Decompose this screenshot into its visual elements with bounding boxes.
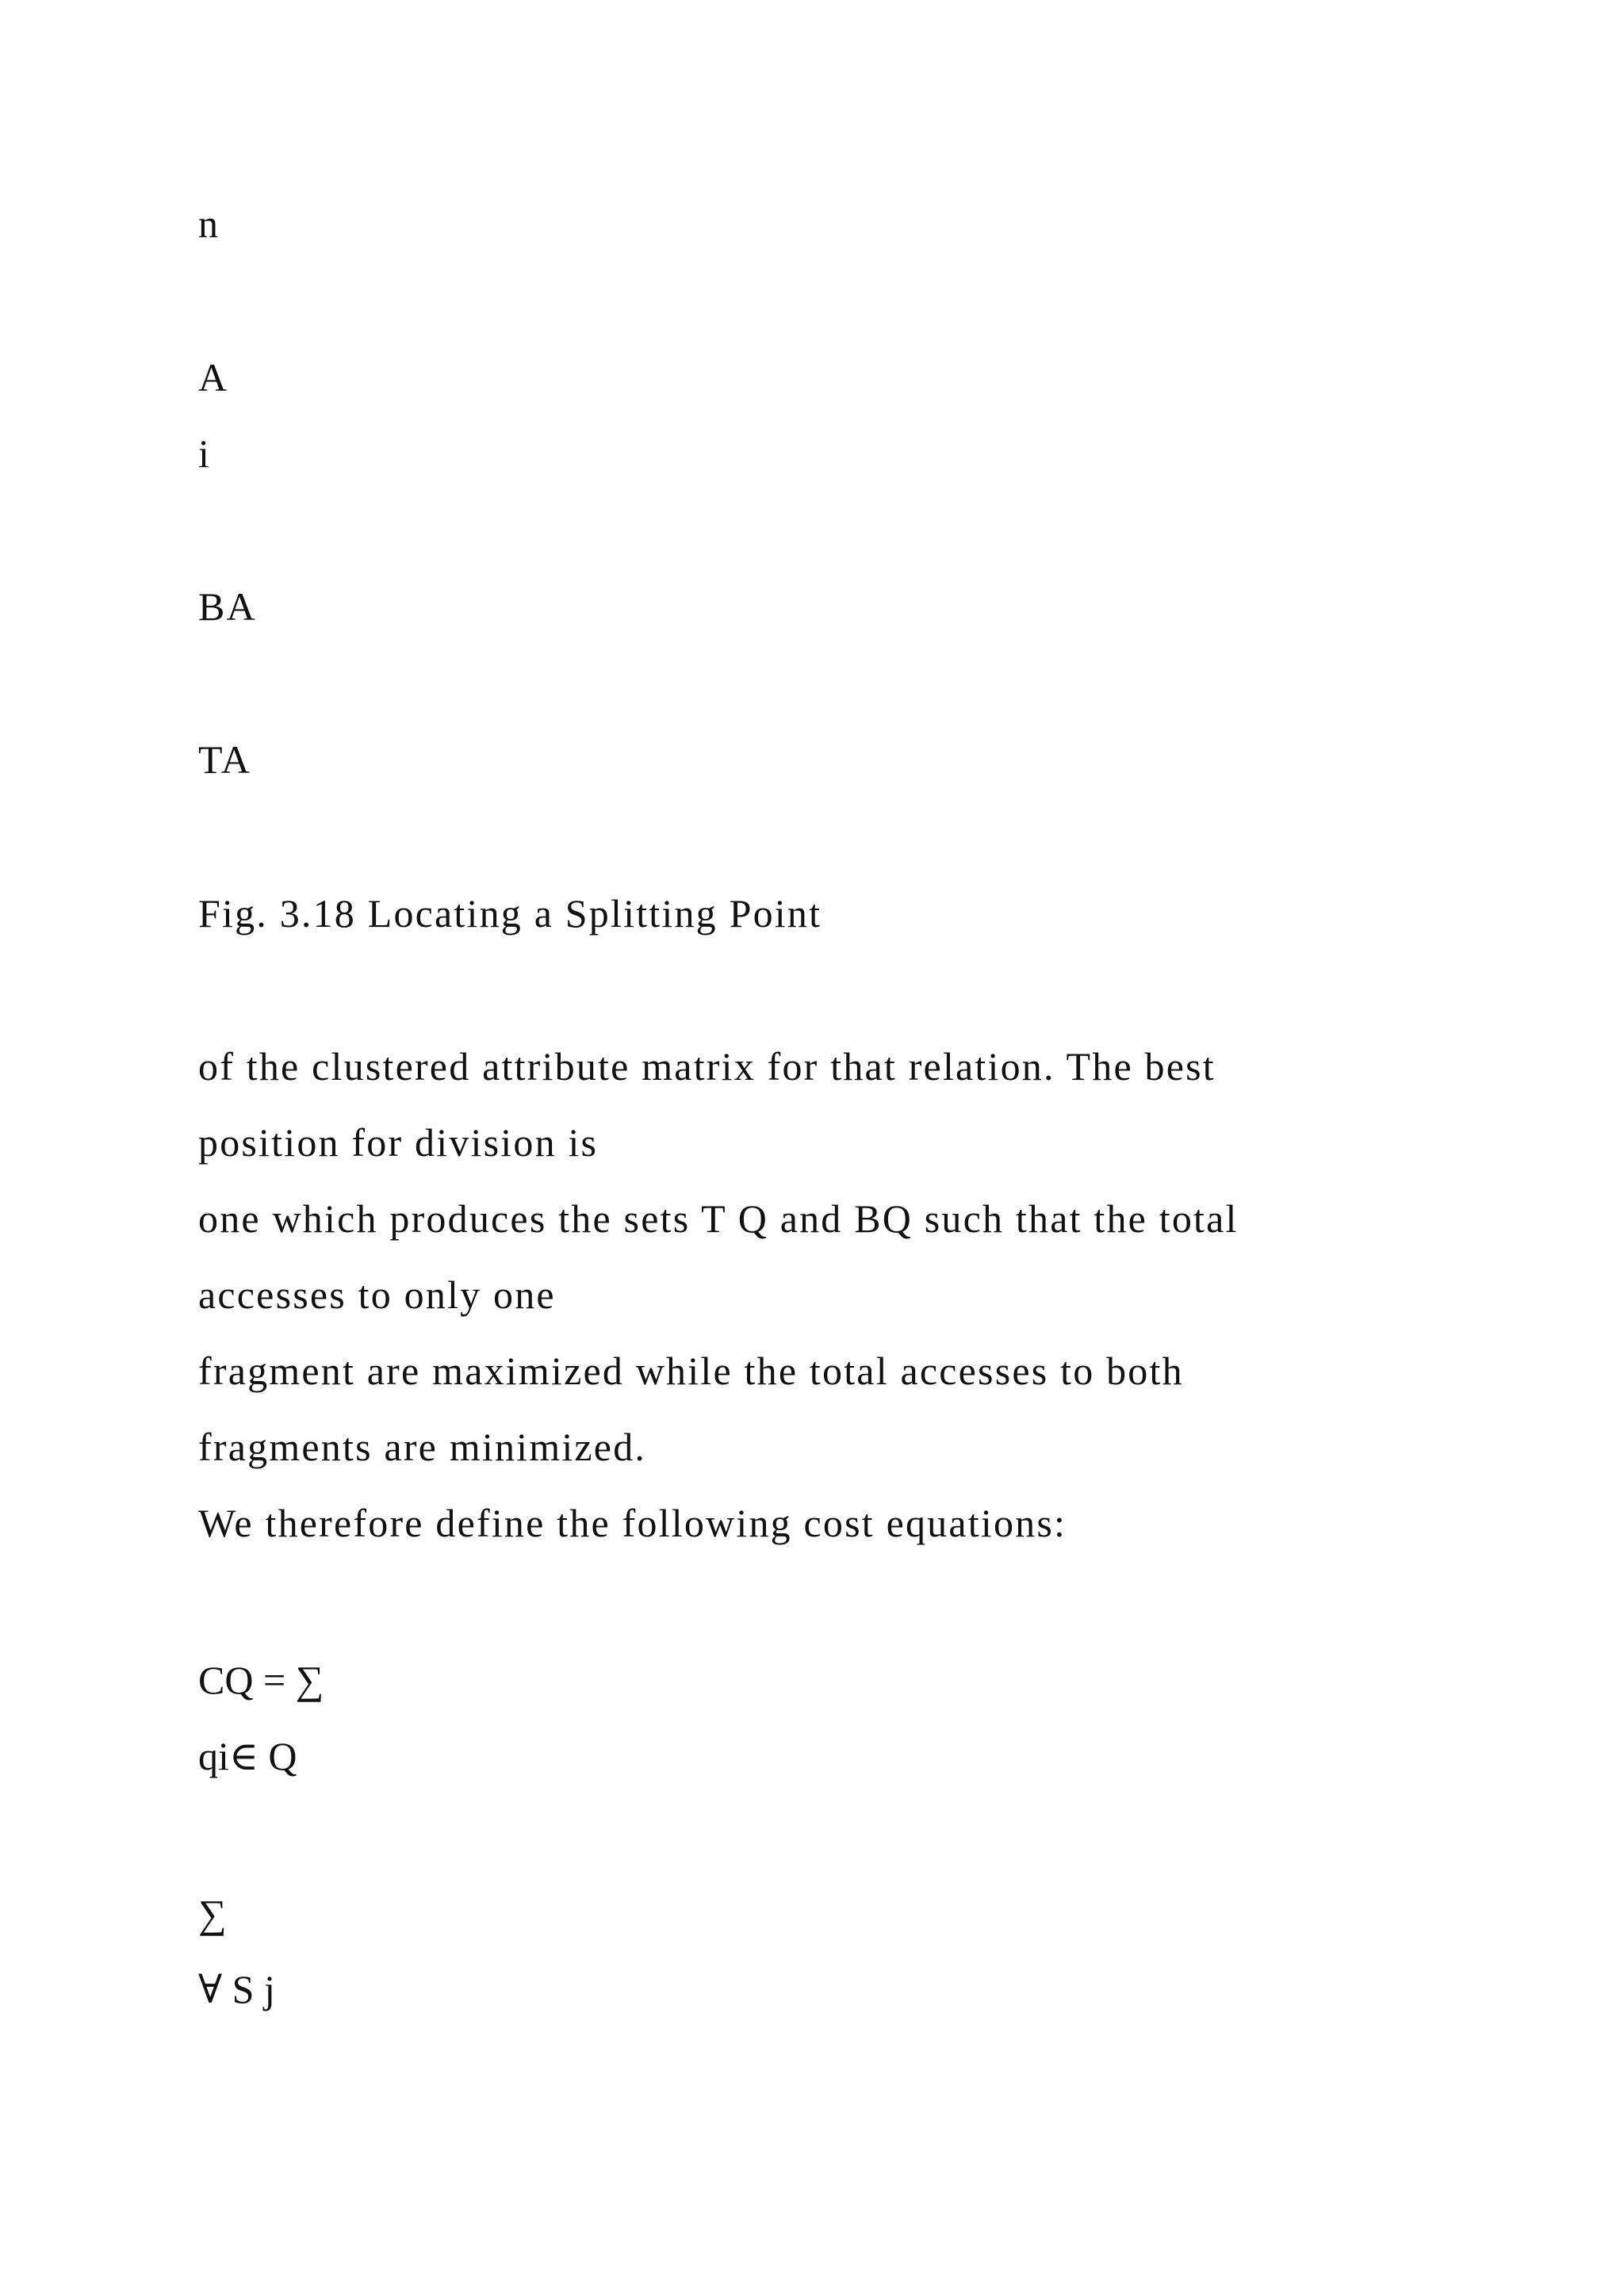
figure-label-i: i bbox=[198, 431, 212, 476]
equation-sum: ∑ bbox=[198, 1892, 227, 1936]
figure-label-ta: TA bbox=[198, 737, 252, 782]
equation-subscript-sj: ∀ S j bbox=[198, 1967, 275, 2011]
body-line-5: fragment are maximized while the total accesses to both bbox=[198, 1349, 1184, 1393]
body-line-3: one which produces the sets T Q and BQ such that the total bbox=[198, 1196, 1239, 1241]
figure-caption: Fig. 3.18 Locating a Splitting Point bbox=[198, 891, 822, 936]
body-line-2: position for division is bbox=[198, 1120, 599, 1165]
body-line-1: of the clustered attribute matrix for that relation. The best bbox=[198, 1044, 1216, 1089]
equation-cq: CQ = ∑ bbox=[198, 1658, 324, 1702]
body-line-6: fragments are minimized. bbox=[198, 1425, 647, 1469]
figure-label-a: A bbox=[198, 355, 229, 400]
figure-label-n: n bbox=[198, 201, 220, 246]
figure-label-ba: BA bbox=[198, 584, 257, 629]
equation-subscript-qi: qi∈ Q bbox=[198, 1734, 297, 1778]
body-line-4: accesses to only one bbox=[198, 1272, 556, 1317]
body-line-7: We therefore define the following cost equations: bbox=[198, 1501, 1067, 1545]
